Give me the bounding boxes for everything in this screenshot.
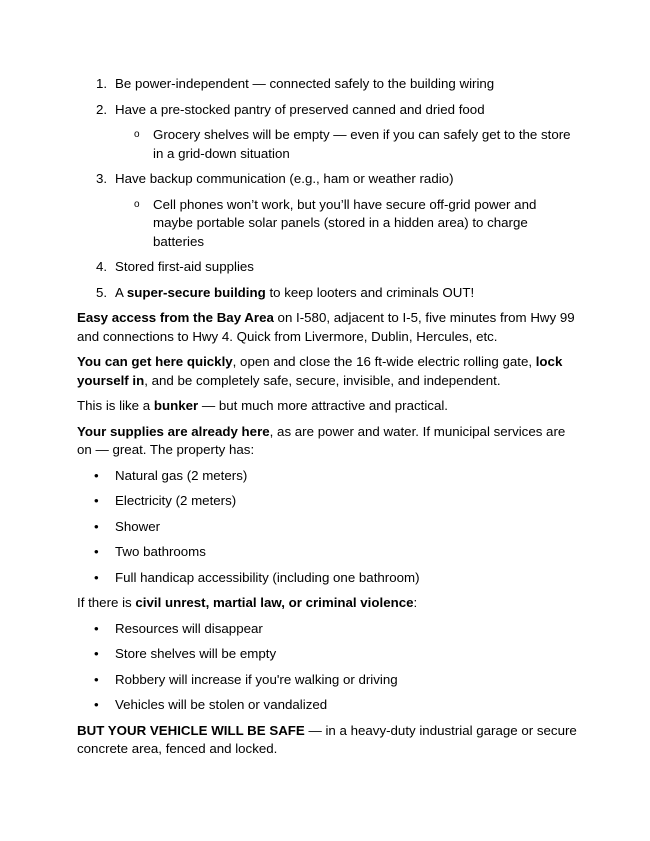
list-item bbox=[77, 284, 577, 303]
unrest-text: : bbox=[413, 595, 418, 610]
list-item-text: Robbery will increase if you're walking or driving bbox=[115, 671, 398, 687]
numbered-list bbox=[77, 75, 577, 302]
sub-list-item-text: Grocery shelves will be empty — even if you can safely get to the store in a grid-down situation bbox=[153, 127, 571, 161]
list-number: 4. bbox=[96, 259, 108, 274]
bullet-icon: • bbox=[94, 544, 99, 559]
list-item-emphasis: super-secure building bbox=[126, 284, 266, 300]
circle-bullet-icon: o bbox=[134, 129, 140, 140]
list-item-text: Two bathrooms bbox=[115, 544, 206, 559]
bullet-icon: • bbox=[94, 493, 99, 508]
list-number: 2. bbox=[96, 101, 108, 117]
list-item bbox=[77, 492, 577, 511]
sub-list-item bbox=[115, 196, 577, 252]
bullet-icon: • bbox=[94, 569, 99, 585]
supplies-emphasis: Your supplies are already here bbox=[77, 423, 270, 439]
list-item bbox=[77, 671, 577, 690]
unrest-list bbox=[77, 620, 577, 715]
list-number: 3. bbox=[96, 171, 108, 186]
quickly-text-end: , and be completely safe, secure, invisible, and independent. bbox=[144, 372, 501, 388]
access-text: on I-580, adjacent to I-5, five minutes from Hwy 99 and connections to Hwy 4. Quick from Livermore, Dublin, Hercules, etc. bbox=[77, 310, 575, 344]
list-item bbox=[77, 645, 577, 664]
quickly-emphasis: You can get here quickly bbox=[77, 354, 233, 369]
bullet-icon: • bbox=[94, 646, 99, 661]
sub-list bbox=[115, 196, 577, 252]
list-item bbox=[77, 569, 577, 588]
list-item-text: Have a pre-stocked pantry of preserved canned and dried food bbox=[115, 101, 485, 117]
unrest-emphasis: civil unrest, martial law, or criminal violence bbox=[135, 595, 414, 610]
bullet-icon: • bbox=[94, 671, 99, 687]
bullet-icon: • bbox=[94, 467, 99, 483]
list-item-text: Stored first-aid supplies bbox=[115, 259, 254, 274]
quickly-text: , open and close the 16 ft-wide electric rolling gate, bbox=[232, 354, 536, 369]
list-item-text-pre: A bbox=[115, 284, 127, 300]
list-item-text: Electricity (2 meters) bbox=[115, 493, 237, 508]
document-page bbox=[77, 75, 577, 766]
list-item-text: Resources will disappear bbox=[115, 620, 263, 636]
bunker-text-pre: This is like a bbox=[77, 398, 154, 413]
list-item bbox=[77, 518, 577, 537]
sub-list-item bbox=[115, 126, 577, 163]
list-item-text: Vehicles will be stolen or vandalized bbox=[115, 697, 328, 712]
supplies-paragraph bbox=[77, 423, 577, 460]
bullet-icon: • bbox=[94, 697, 99, 712]
list-number: 5. bbox=[96, 284, 108, 300]
lock-emphasis: lock yourself in bbox=[77, 354, 563, 388]
list-item bbox=[77, 467, 577, 486]
list-item-text-post: to keep looters and criminals OUT! bbox=[265, 284, 475, 300]
sub-list bbox=[115, 126, 577, 163]
list-item bbox=[77, 258, 577, 277]
bullet-icon: • bbox=[94, 518, 99, 534]
list-item-text: Have backup communication (e.g., ham or weather radio) bbox=[115, 171, 454, 186]
list-item bbox=[77, 75, 577, 94]
list-item bbox=[77, 696, 577, 715]
vehicle-paragraph bbox=[77, 722, 577, 759]
access-emphasis: Easy access from the Bay Area bbox=[77, 310, 274, 325]
vehicle-text: — in a heavy-duty industrial garage or secure concrete area, fenced and locked. bbox=[77, 722, 577, 756]
property-list bbox=[77, 467, 577, 588]
list-item-text: Be power-independent — connected safely to the building wiring bbox=[115, 76, 495, 91]
bullet-icon: • bbox=[94, 620, 99, 636]
list-item-text: Store shelves will be empty bbox=[115, 646, 277, 661]
unrest-text-pre: If there is bbox=[77, 595, 136, 610]
bunker-emphasis: bunker bbox=[153, 398, 199, 413]
list-item bbox=[77, 543, 577, 562]
quickly-paragraph bbox=[77, 353, 577, 390]
list-number: 1. bbox=[96, 76, 108, 91]
list-item bbox=[77, 101, 577, 164]
supplies-text: , as are power and water. If municipal services are on — great. The property has: bbox=[77, 423, 566, 457]
list-item-text: Shower bbox=[115, 518, 161, 534]
list-item bbox=[77, 170, 577, 251]
access-paragraph bbox=[77, 309, 577, 346]
list-item bbox=[77, 620, 577, 639]
list-item-text: Full handicap accessibility (including one bathroom) bbox=[115, 569, 420, 585]
bunker-text: — but much more attractive and practical. bbox=[198, 398, 448, 413]
vehicle-emphasis: BUT YOUR VEHICLE WILL BE SAFE bbox=[77, 722, 305, 738]
list-item-text: Natural gas (2 meters) bbox=[115, 467, 248, 483]
bunker-paragraph bbox=[77, 397, 577, 416]
unrest-paragraph bbox=[77, 594, 577, 613]
sub-list-item-text: Cell phones won’t work, but you’ll have secure off-grid power and maybe portable solar panels (stored in a hidden area) to charge batteries bbox=[153, 196, 537, 249]
circle-bullet-icon: o bbox=[134, 198, 140, 210]
